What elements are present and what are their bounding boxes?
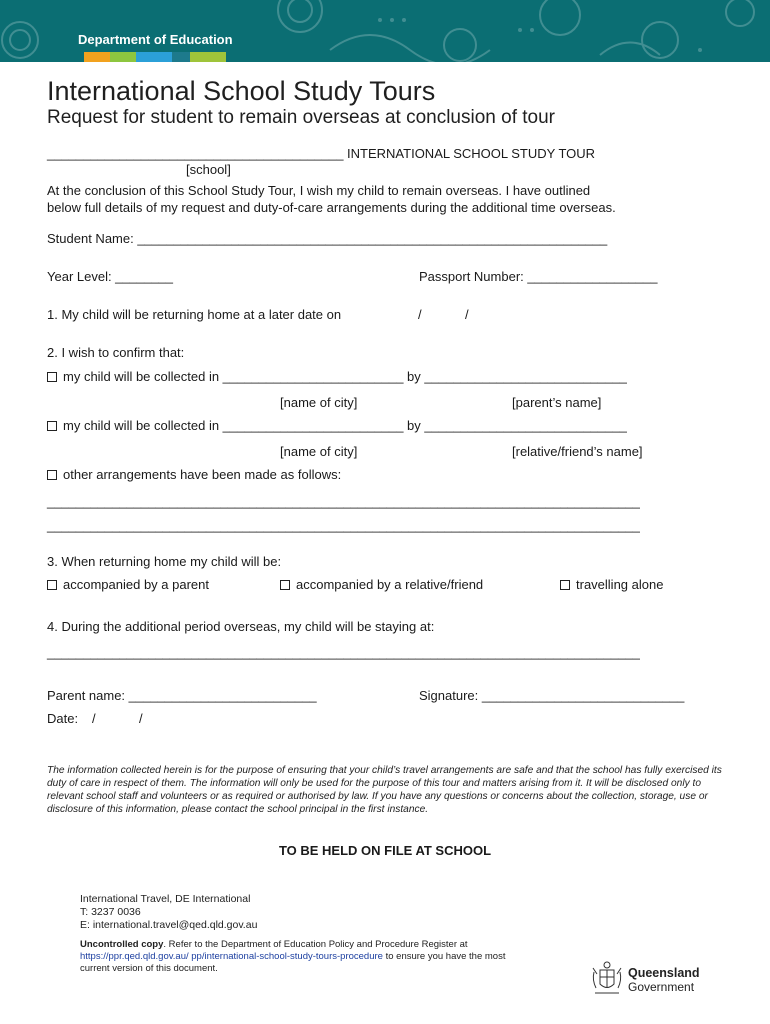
option-label: travelling alone xyxy=(576,577,664,592)
option-label: my child will be collected in _________________________ by ____________________________ xyxy=(63,418,627,433)
city-caption-2: [name of city] xyxy=(280,444,358,459)
option-label: accompanied by a relative/friend xyxy=(296,577,484,592)
date-label: Date: xyxy=(47,711,79,726)
checkbox[interactable] xyxy=(47,580,57,590)
department-name: Department of Education xyxy=(78,32,233,47)
question-2: 2. I wish to confirm that: xyxy=(47,345,185,360)
parent-name-field[interactable]: Parent name: __________________________ xyxy=(47,688,317,703)
option-collected-by-relative[interactable] xyxy=(47,418,627,433)
intro-text-2: below full details of my request and duty-of-care arrangements during the additional time overseas. xyxy=(47,200,616,215)
other-arrangements-line-2[interactable]: __________________________________________________________________________________ xyxy=(47,518,640,533)
signature-field[interactable]: Signature: ____________________________ xyxy=(419,688,685,703)
header-stripe-blue xyxy=(136,52,172,62)
header-stripe-teal xyxy=(172,52,190,62)
date-field-slash: / xyxy=(139,711,143,726)
option-other-arrangements[interactable] xyxy=(47,467,341,482)
option-label: accompanied by a parent xyxy=(63,577,209,592)
relative-name-caption: [relative/friend’s name] xyxy=(512,444,643,459)
return-date-field-slash: / xyxy=(465,307,469,322)
checkbox[interactable] xyxy=(47,372,57,382)
intro-text-1: At the conclusion of this School Study Tour, I wish my child to remain overseas. I have outlined xyxy=(47,183,591,198)
option-label: other arrangements have been made as follows: xyxy=(63,467,342,482)
school-name-field[interactable]: _________________________________________ INTERNATIONAL SCHOOL STUDY TOUR xyxy=(47,146,596,161)
header-stripe-lime xyxy=(190,52,226,62)
other-arrangements-line-1[interactable]: __________________________________________________________________________________ xyxy=(47,494,640,509)
option-collected-by-parent[interactable] xyxy=(47,369,627,384)
uncontrolled-copy-notice xyxy=(80,939,468,950)
contact-email[interactable]: E: international.travel@qed.qld.gov.au xyxy=(80,919,258,931)
page-title: International School Study Tours xyxy=(47,76,436,106)
city-caption-1: [name of city] xyxy=(280,395,358,410)
policy-register-line xyxy=(80,951,505,962)
held-on-file-notice: TO BE HELD ON FILE AT SCHOOL xyxy=(278,843,492,858)
question-1: 1. My child will be returning home at a later date on xyxy=(47,307,342,322)
question-4: 4. During the additional period overseas, my child will be staying at: xyxy=(47,619,435,634)
school-caption: [school] xyxy=(186,162,231,177)
logo-government: Government xyxy=(628,980,695,994)
question-3: 3. When returning home my child will be: xyxy=(47,554,282,569)
current-version-text: current version of this document. xyxy=(80,963,218,974)
option-travelling-alone[interactable] xyxy=(560,577,663,592)
privacy-note: The information collected herein is for the purpose of ensuring that your child’s travel arrangements are safe and that the school has fully exercised its duty of care in respect of them. The information will only be used for the purpose of this tour and matters arising from it. It will be disclosed only to relevant school staff and volunteers or as required or authorised by law. If you have any questions or concerns about the collection, storage, use or disclosure of this information, please contact the school principal in the first instance. xyxy=(47,765,722,815)
logo-queensland: Queensland xyxy=(628,966,700,980)
passport-number-field[interactable]: Passport Number: __________________ xyxy=(419,269,658,284)
option-accompanied-relative[interactable] xyxy=(280,577,483,592)
page-subtitle: Request for student to remain overseas at conclusion of tour xyxy=(47,107,555,128)
return-date-field[interactable]: / xyxy=(418,307,422,322)
year-level-field[interactable]: Year Level: ________ xyxy=(47,269,174,284)
staying-at-line[interactable]: __________________________________________________________________________________ xyxy=(47,645,640,660)
student-name-field[interactable]: Student Name: _________________________________________________________________ xyxy=(47,231,608,246)
uncontrolled-text: . Refer to the Department of Education Policy and Procedure Register at xyxy=(163,939,468,950)
policy-register-text: to ensure you have the most xyxy=(382,951,506,962)
parent-name-caption: [parent’s name] xyxy=(512,395,602,410)
option-label: my child will be collected in _________________________ by ____________________________ xyxy=(63,369,627,384)
contact-department: International Travel, DE International xyxy=(80,893,251,905)
queensland-government-logo xyxy=(590,960,710,1000)
header-stripe-green xyxy=(110,52,136,62)
uncontrolled-label: Uncontrolled copy xyxy=(80,939,164,950)
checkbox[interactable] xyxy=(280,580,290,590)
checkbox[interactable] xyxy=(47,421,57,431)
header-stripe-orange xyxy=(84,52,110,62)
coat-of-arms-icon xyxy=(590,960,624,998)
checkbox[interactable] xyxy=(47,470,57,480)
checkbox[interactable] xyxy=(560,580,570,590)
policy-register-link[interactable]: https://ppr.qed.qld.gov.au/ pp/international-school-study-tours-procedure xyxy=(80,951,383,962)
option-accompanied-parent[interactable] xyxy=(47,577,209,592)
date-field[interactable]: / xyxy=(92,711,96,726)
contact-phone: T: 3237 0036 xyxy=(80,906,141,918)
